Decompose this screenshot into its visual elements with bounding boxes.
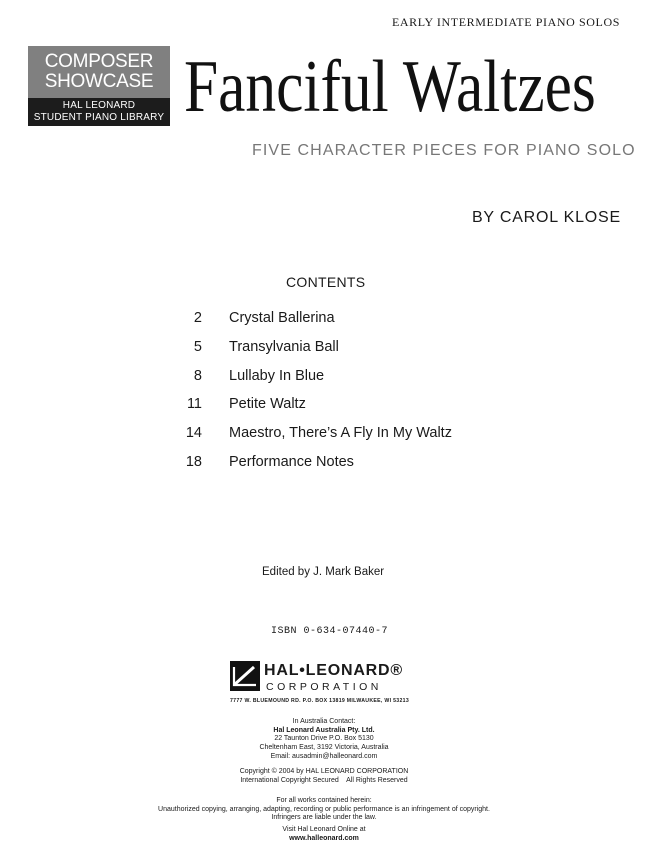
contact-company: Hal Leonard Australia Pty. Ltd.	[273, 726, 375, 734]
toc-title: Performance Notes	[229, 453, 354, 470]
visit-line: Visit Hal Leonard Online at	[282, 826, 366, 833]
rights-notice	[124, 797, 524, 823]
toc-page-number: 2	[193, 310, 202, 326]
visit-online	[200, 826, 448, 843]
contact-email: Email: ausadmin@halleonard.com	[270, 752, 378, 760]
publisher-name: HAL•LEONARD®	[264, 662, 403, 679]
contents-heading: CONTENTS	[286, 274, 366, 290]
toc-title: Transylvania Ball	[229, 338, 339, 355]
series-label: EARLY INTERMEDIATE PIANO SOLOS	[391, 15, 620, 29]
contact-line: In Australia Contact:	[292, 718, 356, 725]
publisher-logo	[230, 661, 420, 707]
publisher-address: 7777 W. BLUEMOUND RD. P.O. BOX 13819 MILWAUKEE, WI 53213	[230, 698, 410, 704]
toc-item	[170, 310, 550, 339]
table-of-contents	[170, 310, 550, 483]
toc-item	[170, 368, 550, 397]
toc-title: Petite Waltz	[229, 396, 306, 413]
rights-line: Infringers are liable under the law.	[271, 814, 377, 822]
toc-page-number: 5	[193, 338, 202, 355]
copyright-notice	[200, 768, 448, 785]
main-title: Fanciful Waltzes	[184, 46, 596, 128]
contact-line: 22 Taunton Drive P.O. Box 5130	[274, 735, 374, 743]
toc-item	[170, 425, 550, 454]
badge-line-hal-leonard: HAL LEONARD	[62, 100, 136, 111]
isbn: ISBN 0-634-07440-7	[271, 626, 389, 637]
toc-page-number: 8	[193, 367, 202, 384]
toc-title: Crystal Ballerina	[229, 310, 335, 326]
subtitle: FIVE CHARACTER PIECES FOR PIANO SOLO	[252, 142, 636, 159]
toc-title: Maestro, There’s A Fly In My Waltz	[229, 425, 452, 442]
copyright-line: International Copyright Secured All Rights Reserved	[240, 776, 408, 784]
toc-page-number: 18	[185, 453, 202, 470]
toc-page-number: 14	[185, 425, 202, 442]
australia-contact	[200, 718, 448, 762]
rights-line: Unauthorized copying, arranging, adapting, recording or public performance is an infringement of copyright.	[158, 805, 490, 813]
copyright-line: Copyright © 2004 by HAL LEONARD CORPORATION	[239, 768, 409, 775]
editor-credit: Edited by J. Mark Baker	[262, 566, 385, 578]
badge-bottom	[28, 98, 170, 126]
toc-title: Lullaby In Blue	[229, 367, 325, 384]
toc-item	[170, 396, 550, 425]
composer-showcase-badge	[28, 46, 170, 126]
website-link[interactable]: www.halleonard.com	[289, 834, 359, 842]
badge-line-composer: COMPOSER	[44, 51, 154, 72]
author: BY CAROL KLOSE	[471, 209, 621, 226]
rights-line: For all works contained herein:	[276, 797, 372, 804]
toc-page-number: 11	[186, 396, 202, 413]
badge-top	[28, 46, 170, 98]
contact-line: Cheltenham East, 3192 Victoria, Australia	[259, 744, 389, 752]
toc-item	[170, 454, 550, 483]
publisher-corporation: CORPORATION	[266, 681, 382, 693]
badge-line-student-library: STUDENT PIANO LIBRARY	[33, 112, 165, 123]
badge-line-showcase: SHOWCASE	[44, 71, 154, 92]
hal-leonard-logo-mark-icon	[230, 661, 260, 691]
toc-item	[170, 339, 550, 368]
